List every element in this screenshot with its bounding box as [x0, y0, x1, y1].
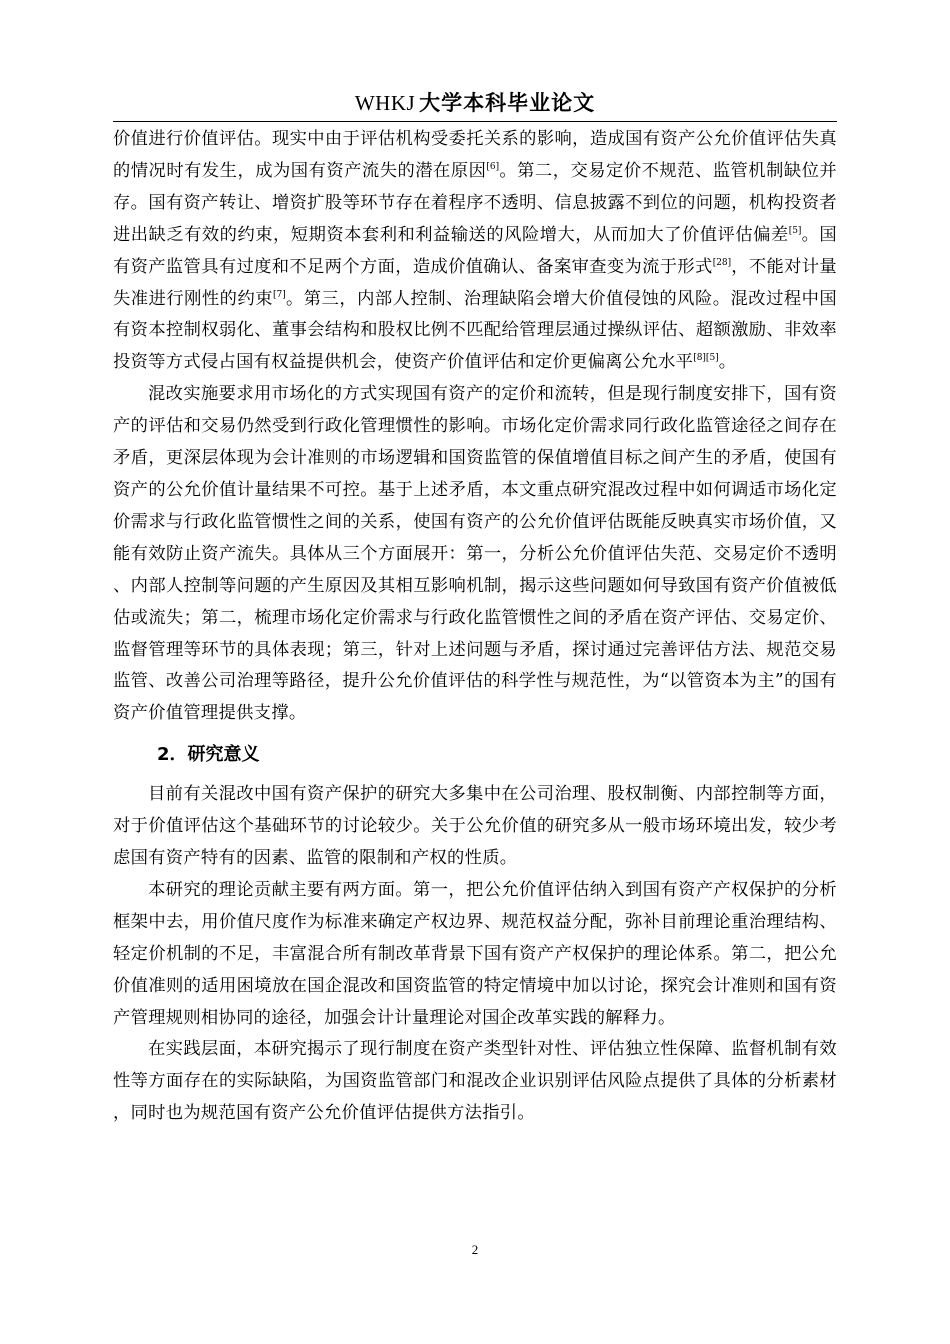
body-text	[113, 124, 837, 1130]
paragraph-3: 目前有关混改中国有资产保护的研究大多集中在公司治理、股权制衡、内部控制等方面，对于价值评估这个基础环节的讨论较少。关于公允价值的研究多从一般市场环境出发，较少考虑国有资产特有的因素、监管的限制和产权的性质。	[113, 784, 837, 869]
paragraph-2: 混改实施要求用市场化的方式实现国有资产的定价和流转，但是现行制度安排下，国有资产的评估和交易仍然受到行政化管理惯性的影响。市场化定价需求同行政化监管途径之间存在矛盾，更深层体现为会计准则的市场逻辑和国资监管的保值增值目标之间产生的矛盾，使国有资产的公允价值计量结果不可控。基于上述矛盾，本文重点研究混改过程中如何调适市场化定价需求与行政化监管惯性之间的关系，使国有资产的公允价值评估既能反映真实市场价值，又能有效防止资产流失。具体从三个方面展开：第一，分析公允价值评估失范、交易定价不透明、内部人控制等问题的产生原因及其相互影响机制，揭示这些问题如何导致国有资产价值被低估或流失；第二，梳理市场化定价需求与行政化监管惯性之间的矛盾在资产评估、交易定价、监督管理等环节的具体表现；第三，针对上述问题与矛盾，探讨通过完善评估方法、规范交易监管、改善公司治理等路径，提升公允价值评估的科学性与规范性，为“以管资本为主”的国有资产价值管理提供支撑。	[113, 384, 837, 724]
page-number: 2	[471, 1242, 479, 1257]
running-header	[113, 88, 837, 118]
citation: [6]	[486, 161, 500, 172]
citation: [8][5]	[693, 353, 719, 364]
section-heading: 2．研究意义	[157, 744, 260, 766]
citation: [28]	[712, 257, 732, 268]
header-code: WHKJ	[354, 91, 416, 115]
paragraph-4: 本研究的理论贡献主要有两方面。第一，把公允价值评估纳入到国有资产产权保护的分析框架中去，用价值尺度作为标准来确定产权边界、规范权益分配，弥补目前理论重治理结构、轻定价机制的不足，丰富混合所有制改革背景下国有资产产权保护的理论体系。第二，把公允价值准则的适用困境放在国企混改和国资监管的特定情境中加以讨论，探究会计准则和国有资产管理规则相协同的途径，加强会计计量理论对国企改革实践的解释力。	[113, 879, 837, 1028]
paragraph-5: 在实践层面，本研究揭示了现行制度在资产类型针对性、评估独立性保障、监督机制有效性等方面存在的实际缺陷，为国资监管部门和混改企业识别评估风险点提供了具体的分析素材，同时也为规范国有资产公允价值评估提供方法指引。	[113, 1039, 837, 1124]
citation: [5]	[788, 225, 802, 236]
header-rule	[113, 121, 837, 122]
header-title: 大学本科毕业论文	[419, 91, 596, 115]
paragraph-1: 价值进行价值评估。现实中由于评估机构受委托关系的影响，造成国有资产公允价值评估失真的情况时有发生，成为国有资产流失的潜在原因[6]。第二，交易定价不规范、监管机制缺位并存。国有资产转让、增资扩股等环节存在着程序不透明、信息披露不到位的问题，机构投资者进出缺乏有效的约束，短期资本套利和利益输送的风险增大，从而加大了价值评估偏差[5]。国有资产监管具有过度和不足两个方面，造成价值确认、备案审查变为流于形式[28]，不能对计量失准进行刚性的约束[7]。第三，内部人控制、治理缺陷会增大价值侵蚀的风险。混改过程中国有资本控制权弱化、董事会结构和股权比例不匹配给管理层通过操纵评估、超额激励、非效率投资等方式侵占国有权益提供机会，使资产价值评估和定价更偏离公允水平[8][5]。	[113, 129, 837, 373]
citation: [7]	[273, 289, 286, 300]
